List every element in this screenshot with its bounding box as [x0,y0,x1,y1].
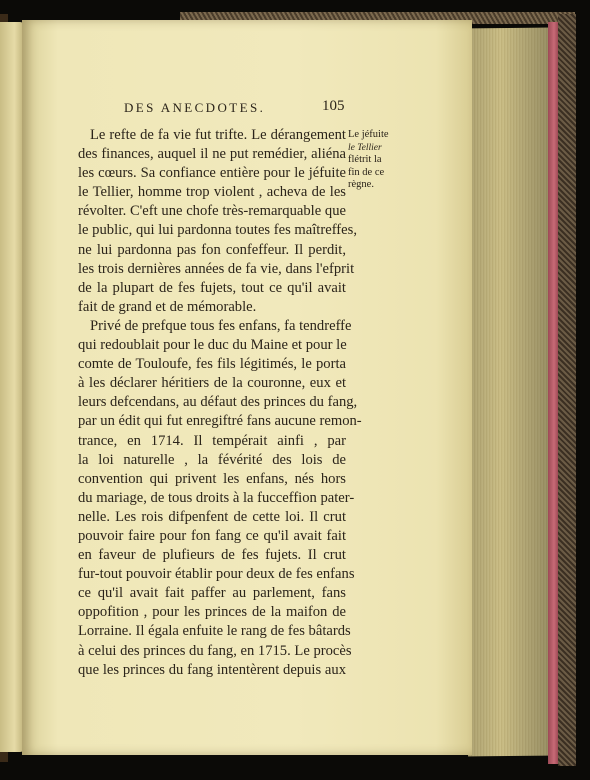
text-line: révolter. C'eft une chofe très-remarquable que [78,203,346,220]
running-head: DES ANECDOTES. [124,100,266,115]
book-cover-right [558,14,576,766]
paragraph-1 [78,126,357,317]
text-line: fur-tout pouvoir établir pour deux de fes enfans [78,566,355,583]
text-line: ce qu'il avait fait paffer au parlement, fans [78,585,346,602]
left-page-edge [0,22,24,752]
text-line: ne lui pardonna pas fon confeffeur. Il perdit, [78,241,346,258]
text-line: fait de grand et de mémorable. [78,298,257,315]
text-line: Privé de prefque tous fes enfans, fa tendreffe [90,317,352,334]
margin-note-line: flétrit la [348,154,382,166]
text-line: Lorraine. Il égala enfuite le rang de fes bâtards [78,623,351,640]
text-line: les cœurs. Sa confiance entière pour le jéfuite [78,165,346,182]
text-line: en faveur de plufieurs de fes fujets. Il crut [78,547,346,564]
margin-note-line: fin de ce [348,166,385,178]
margin-note [348,129,398,192]
margin-note-line: Le jéfuite [348,129,389,140]
text-line: à les déclarer héritiers de la couronne, eux et [78,375,346,392]
text-line: pouvoir faire pour fon fang ce qu'il avait fait [78,527,346,544]
text-line: à celui des princes du fang, en 1715. Le procès [78,642,352,659]
text-line: leurs defcendans, au défaut des princes du fang, [78,394,358,411]
page-number: 105 [322,98,345,114]
text-line: qui redoublait pour le duc du Maine et pour le [78,337,347,354]
paragraph-2 [78,317,362,680]
text-line: les trois dernières années de fa vie, dans l'efprit [78,260,355,277]
text-line: convention qui privent les enfans, nés hors [78,470,346,487]
text-line: le Tellier, homme trop violent , acheva de les [78,184,346,201]
text-line: Le refte de fa vie fut trifte. Le dérangement [90,127,346,143]
text-line: oppofition , pour les princes de la maifon de [78,604,346,621]
text-line: nelle. Les rois difpenfent de cette loi. Il crut [78,508,346,525]
margin-note-line: le Tellier [348,142,382,153]
margin-note-line: règne. [348,179,374,191]
text-line: par un édit qui fut enregiftré fans aucune remon- [78,413,362,430]
text-line: la loi naturelle , la févérité des lois de [78,451,346,468]
text-line: comte de Touloufe, fes fils légitimés, le porta [78,356,346,373]
text-line: trance, en 1714. Il tempérait ainfi , par [78,432,346,449]
text-line: des finances, auquel il ne put remédier, aliéna [78,146,346,163]
text-line: que les princes du fang intentèrent depuis aux [78,661,346,678]
text-line: de la plupart de fes fujets, tout ce qu'il avait [78,279,346,296]
page-block-shade [468,28,550,756]
text-line: du mariage, de tous droits à la fucceffion pater- [78,489,355,506]
text-line: le public, qui lui pardonna toutes fes maîtreffes, [78,222,357,239]
